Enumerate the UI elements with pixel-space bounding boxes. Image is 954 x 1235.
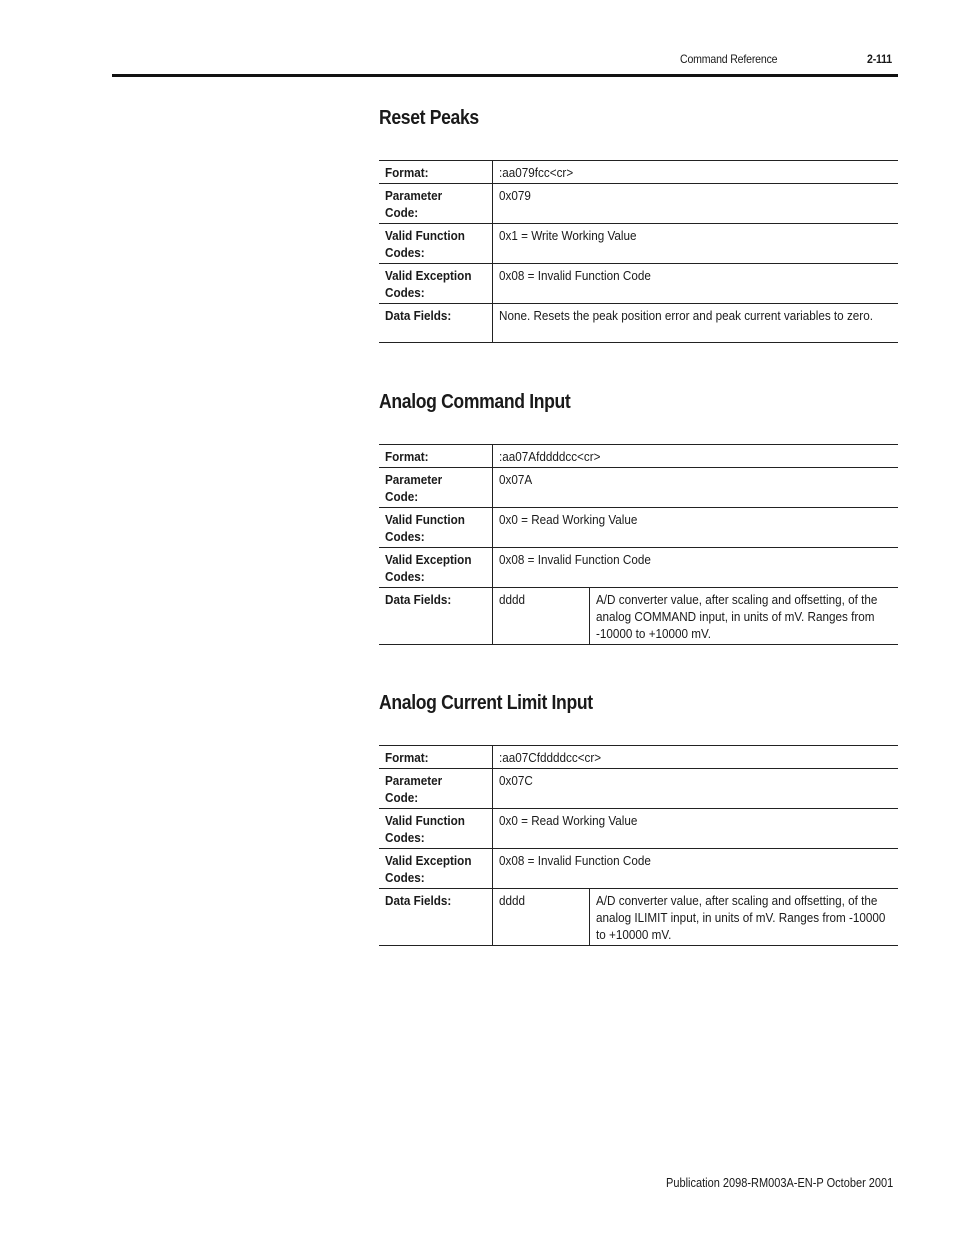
row-value: 0x07C [493,769,899,809]
section-analog-current-limit-input [379,692,898,942]
table-row [379,445,898,468]
table-row [379,849,898,889]
row-label: Format: [379,161,493,184]
data-field-name: dddd [493,588,590,645]
row-label: Format: [379,746,493,769]
row-value: 0x1 = Write Working Value [493,224,899,264]
table-row [379,224,898,264]
table-row [379,264,898,304]
row-value: None. Resets the peak position error and peak current variables to zero. [493,304,899,343]
table-row [379,468,898,508]
row-value: 0x08 = Invalid Function Code [493,264,899,304]
row-label: Format: [379,445,493,468]
data-field-name: dddd [493,889,590,946]
row-label: Valid Function Codes: [379,508,493,548]
row-value: 0x08 = Invalid Function Code [493,548,899,588]
row-label: Data Fields: [379,304,493,343]
row-value: :aa07Afddddcc<cr> [493,445,899,468]
row-label: Valid Function Codes: [379,224,493,264]
table-row [379,769,898,809]
row-label: Parameter Code: [379,769,493,809]
row-value: 0x07A [493,468,899,508]
row-value: 0x0 = Read Working Value [493,809,899,849]
row-label: Valid Exception Codes: [379,849,493,889]
row-label: Data Fields: [379,588,493,645]
table-row [379,508,898,548]
row-value: :aa079fcc<cr> [493,161,899,184]
page-number: 2-111 [867,52,892,66]
table-row [379,588,898,645]
section-analog-command-input [379,391,898,641]
command-table [379,444,898,645]
table-row [379,161,898,184]
row-label: Valid Exception Codes: [379,548,493,588]
table-row [379,184,898,224]
data-field-description: A/D converter value, after scaling and offsetting, of the analog COMMAND input, in units of mV. Ranges from -10000 to +10000 mV. [590,588,899,645]
header-rule [112,74,898,77]
table-row [379,304,898,343]
section-title: Analog Current Limit Input [379,692,593,714]
row-label: Parameter Code: [379,184,493,224]
section-title: Reset Peaks [379,107,479,129]
table-row [379,889,898,946]
row-label: Valid Function Codes: [379,809,493,849]
command-table [379,160,898,343]
publication-footer: Publication 2098-RM003A-EN-P October 2001 [666,1176,894,1190]
row-value: 0x079 [493,184,899,224]
table-row [379,548,898,588]
row-value: 0x0 = Read Working Value [493,508,899,548]
running-header-title: Command Reference [680,52,778,66]
row-label: Data Fields: [379,889,493,946]
section-title: Analog Command Input [379,391,571,413]
row-label: Valid Exception Codes: [379,264,493,304]
row-value: 0x08 = Invalid Function Code [493,849,899,889]
table-row [379,809,898,849]
data-field-description: A/D converter value, after scaling and offsetting, of the analog ILIMIT input, in units of mV. Ranges from -10000 to +10000 mV. [590,889,899,946]
row-value: :aa07Cfddddcc<cr> [493,746,899,769]
row-label: Parameter Code: [379,468,493,508]
table-row [379,746,898,769]
section-reset-peaks [379,107,898,323]
command-table [379,745,898,946]
